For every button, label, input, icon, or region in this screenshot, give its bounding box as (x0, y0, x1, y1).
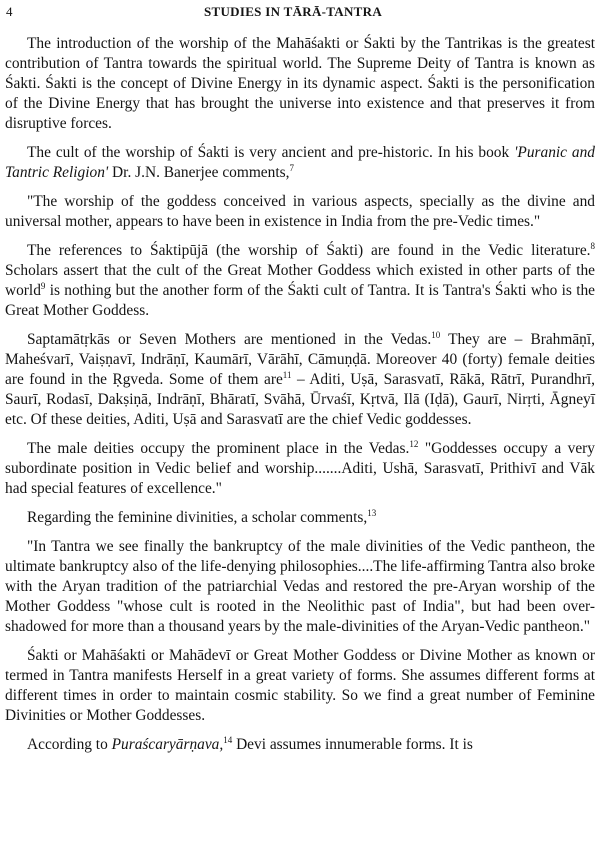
page-header (6, 2, 580, 22)
paragraph-4-text-c: is nothing but the another form of the Śakti cult of Tantra. It is Tantra's Śakti who is the Great Mother Goddess. (5, 282, 595, 319)
paragraph-5-text-c: – Aditi, Uṣā, Sarasvatī, Rākā, Rātrī, Purandhrī, Saurī, Rodasī, Dakṣiṇā, Indrāṇī, Bhāratī, Svāhā, Ūrvaśī, Kṛtvā, Ilā (Iḍā), Gaurī, Nirṛti, Āgneyī etc. Of these deities, Aditi, Uṣā and Sarasvatī are the chief Vedic goddesses. (5, 371, 595, 428)
paragraph-4 (5, 241, 595, 321)
paragraph-10-text-a: According to (27, 736, 112, 753)
footnote-ref-11: 11 (282, 370, 292, 380)
paragraph-2 (5, 143, 595, 183)
paragraph-3-quote: "The worship of the goddess conceived in various aspects, specially as the divine and universal mother, appears to have been in existence in India from the pre-Vedic times." (5, 193, 595, 230)
paragraph-5-text-b: They are – Brahmāṇī, Maheśvarī, Vaiṣṇavī, Indrāṇī, Kaumārī, Vārāhī, Cāmuṇḍā. Moreover 40 (forty) female deities are found in the Ṛgveda. Some of them are (5, 331, 595, 388)
paragraph-7 (5, 508, 595, 528)
footnote-ref-13: 13 (367, 508, 377, 518)
paragraph-5-text-a: Saptamātṛkās or Seven Mothers are mentioned in the Vedas. (27, 331, 432, 348)
page-body (5, 34, 595, 764)
paragraph-1: The introduction of the worship of the Mahāśakti or Śakti by the Tantrikas is the greatest contribution of Tantra towards the spiritual world. The Supreme Deity of Tantra is known as Śakti. Śakti is the concept of Divine Energy in its dynamic aspect. Śakti is the personification of the Divine Energy that has brought the universe into existence and that preserves it from disruptive forces. (5, 35, 595, 132)
paragraph-9: Śakti or Mahāśakti or Mahādevī or Great Mother Goddess or Divine Mother as known or termed in Tantra manifests Herself in a great variety of forms. She assumes different forms at different times in order to maintain cosmic stability. So we find a great number of Feminine Divinities or Mother Goddesses. (5, 647, 595, 724)
running-title: STUDIES IN TĀRĀ-TANTRA (203, 4, 383, 19)
footnote-ref-8: 8 (590, 241, 595, 251)
paragraph-4-text-a: The references to Śaktipūjā (the worship of Śakti) are found in the Vedic literature. (27, 242, 591, 259)
paragraph-8-quote: "In Tantra we see finally the bankruptcy of the male divinities of the Vedic pantheon, the ultimate bankruptcy also of the life-denying philosophies....The life-affirming Tantra also broke with the Aryan tradition of the patriarchial Vedas and restored the pre-Aryan worship of the Mother Goddess "whose cult is rooted in the Neolithic past of India", but had been over-shadowed for more than a thousand years by the male-divinities of the Aryan-Vedic pantheon." (5, 538, 595, 635)
paragraph-10-text-b: Devi assumes innumerable forms. It is (232, 736, 473, 753)
text-title-italic: Puraścaryārṇava, (111, 736, 224, 753)
paragraph-5 (5, 330, 595, 430)
paragraph-10 (5, 735, 595, 755)
paragraph-4-text-b: Scholars assert that the cult of the Great Mother Goddess which existed in other parts of the world (5, 262, 595, 299)
page-number: 4 (6, 4, 13, 19)
footnote-ref-9: 9 (40, 281, 46, 291)
book-title-italic: 'Puranic and Tantric Religion' (5, 144, 596, 181)
paragraph-6-text-b: "Goddesses occupy a very subordinate position in Vedic belief and worship.......Aditi, Ushā, Sarasvatī, Prithivī and Vāk had special features of excellence." (5, 440, 595, 497)
footnote-ref-14: 14 (223, 735, 233, 745)
paragraph-6-text-a: The male deities occupy the prominent place in the Vedas. (27, 440, 410, 457)
paragraph-7-text: Regarding the feminine divinities, a scholar comments, (27, 509, 368, 526)
footnote-ref-10: 10 (431, 330, 441, 340)
footnote-ref-7: 7 (289, 163, 294, 173)
footnote-ref-12: 12 (409, 439, 419, 449)
paragraph-2-text-end: Dr. J.N. Banerjee comments, (108, 164, 290, 181)
paragraph-6 (5, 439, 595, 499)
paragraph-2-text: The cult of the worship of Śakti is very ancient and pre-historic. In his book (27, 144, 515, 161)
